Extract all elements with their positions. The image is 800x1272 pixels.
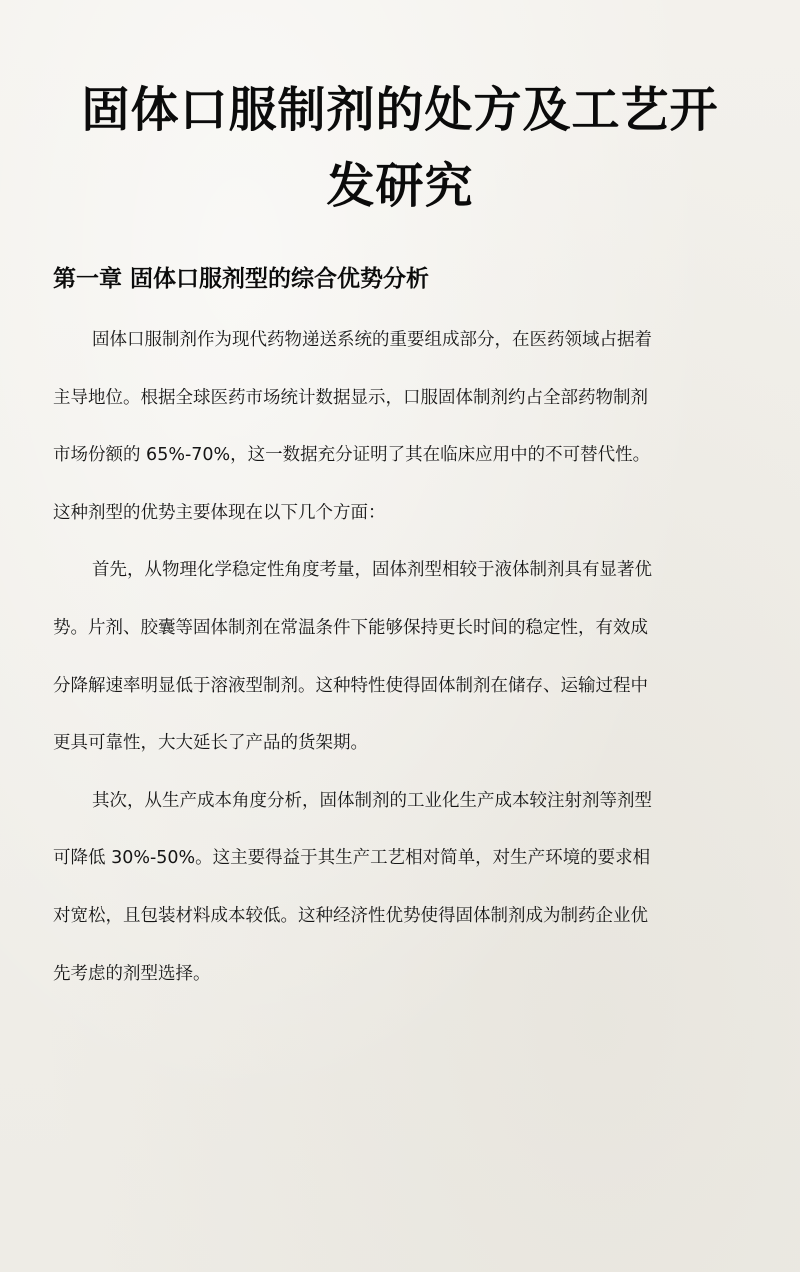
document-title-line-2: 发研究 xyxy=(326,158,474,214)
paragraph-2-line-4: 更具可靠性，大大延长了产品的货架期。 xyxy=(53,733,368,754)
chapter-heading: 第一章 固体口服剂型的综合优势分析 xyxy=(53,266,430,292)
paragraph-2-line-1: 首先，从物理化学稳定性角度考量，固体剂型相较于液体制剂具有显著优 xyxy=(92,560,652,581)
paragraph-2-line-2: 势。片剂、胶囊等固体制剂在常温条件下能够保持更长时间的稳定性，有效成 xyxy=(53,617,648,638)
paragraph-1-line-3: 市场份额的 65%-70%，这一数据充分证明了其在临床应用中的不可替代性。 xyxy=(53,445,651,466)
paragraph-2-line-3: 分降解速率明显低于溶液型制剂。这种特性使得固体制剂在储存、运输过程中 xyxy=(53,675,648,696)
paragraph-3-line-1: 其次，从生产成本角度分析，固体制剂的工业化生产成本较注射剂等剂型 xyxy=(92,790,652,811)
paragraph-1-line-2: 主导地位。根据全球医药市场统计数据显示，口服固体制剂约占全部药物制剂 xyxy=(53,387,648,408)
document-title xyxy=(40,72,760,224)
paragraph-1-line-1: 固体口服制剂作为现代药物递送系统的重要组成部分，在医药领域占据着 xyxy=(92,330,652,350)
document-title-line-1: 固体口服制剂的处方及工艺开 xyxy=(81,82,719,138)
paragraph-3-line-3: 对宽松，且包装材料成本较低。这种经济性优势使得固体制剂成为制药企业优 xyxy=(53,905,648,926)
paragraph-1-line-4: 这种剂型的优势主要体现在以下几个方面： xyxy=(53,502,386,523)
paragraph-3-line-4: 先考虑的剂型选择。 xyxy=(53,963,211,984)
body-text xyxy=(53,312,753,1003)
paragraph-3-line-2: 可降低 30%-50%。这主要得益于其生产工艺相对简单，对生产环境的要求相 xyxy=(53,848,651,869)
